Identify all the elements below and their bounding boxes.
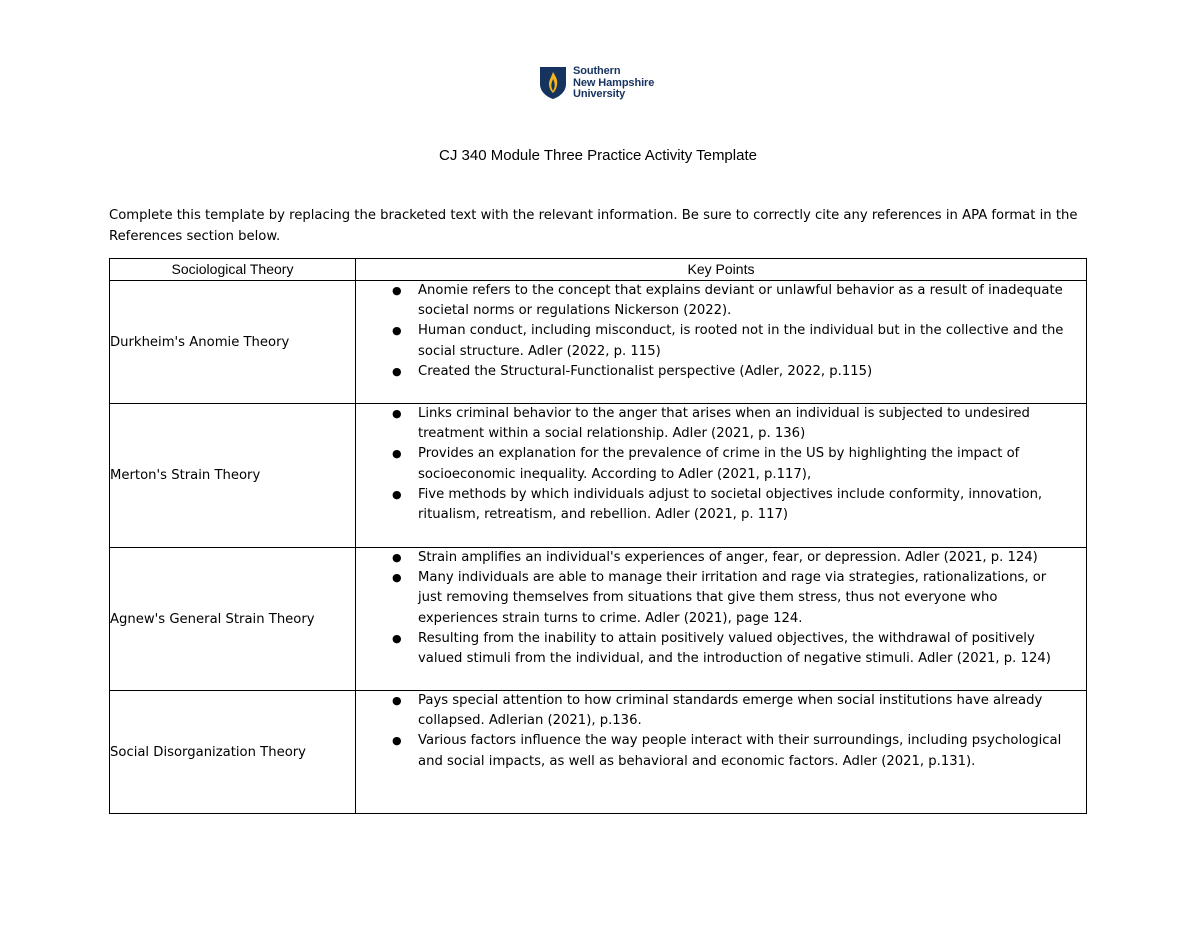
list-item	[392, 281, 1086, 321]
flame-shield-icon	[539, 66, 567, 100]
table-header-row	[110, 259, 1087, 281]
list-item	[392, 731, 1086, 771]
key-point-text: Links criminal behavior to the anger that arises when an individual is subjected to undesired treatment within a social relationship. Adler (2021, p. 136)	[418, 406, 1030, 442]
list-item	[392, 485, 1086, 525]
logo-line-1: Southern	[573, 65, 621, 77]
bullet-icon: ●	[392, 324, 402, 338]
table-row	[110, 281, 1087, 404]
theory-table	[109, 258, 1087, 814]
header-key-points: Key Points	[356, 259, 1087, 281]
logo-line-3: University	[573, 88, 626, 100]
logo-wordmark	[573, 66, 654, 101]
list-item	[392, 629, 1086, 669]
key-point-text: Created the Structural-Functionalist perspective (Adler, 2022, p.115)	[418, 363, 873, 379]
bullet-icon: ●	[392, 284, 402, 297]
bullet-icon: ●	[392, 364, 402, 378]
key-point-text: Many individuals are able to manage their irritation and rage via strategies, rationalizations, or just removing themselves from situations that give them stress, thus not everyone who experiences strain turns to crime. Adler (2021), page 124.	[418, 570, 1047, 626]
theory-name-cell: Merton's Strain Theory	[110, 404, 356, 548]
key-points-cell	[356, 548, 1087, 691]
bullet-icon: ●	[392, 734, 402, 748]
key-points-list	[356, 404, 1086, 525]
key-points-cell	[356, 281, 1087, 404]
theory-name-cell: Social Disorganization Theory	[110, 691, 356, 814]
table-row	[110, 548, 1087, 691]
bullet-icon: ●	[392, 487, 402, 501]
key-points-list	[356, 281, 1086, 382]
key-points-list	[356, 548, 1086, 669]
key-point-text: Provides an explanation for the prevalence of crime in the US by highlighting the impact of socioeconomic inequality. According to Adler (2021, p.117),	[418, 446, 1020, 482]
list-item	[392, 444, 1086, 484]
theory-name-cell: Durkheim's Anomie Theory	[110, 281, 356, 404]
theory-name-cell: Agnew's General Strain Theory	[110, 548, 356, 691]
instructions-paragraph: Complete this template by replacing the bracketed text with the relevant information. Be sure to correctly cite any references in APA format in the References section below.	[109, 208, 1078, 244]
list-item	[392, 404, 1086, 444]
bullet-icon: ●	[392, 571, 402, 585]
key-point-text: Various factors influence the way people interact with their surroundings, including psychological and social impacts, as well as behavioral and economic factors. Adler (2021, p.131).	[418, 733, 1062, 769]
table-row	[110, 691, 1087, 814]
bullet-icon: ●	[392, 694, 402, 707]
list-item	[392, 321, 1086, 361]
bullet-icon: ●	[392, 631, 402, 645]
list-item	[392, 548, 1086, 568]
key-points-cell	[356, 691, 1087, 814]
table-row	[110, 404, 1087, 548]
key-point-text: Anomie refers to the concept that explains deviant or unlawful behavior as a result of inadequate societal norms or regulations Nickerson (2022).	[418, 283, 1063, 319]
bullet-icon: ●	[392, 407, 402, 420]
logo-line-2: New Hampshire	[573, 76, 655, 89]
key-point-text: Pays special attention to how criminal standards emerge when social institutions have already collapsed. Adlerian (2021), p.136.	[418, 693, 1043, 729]
key-point-text: Human conduct, including misconduct, is rooted not in the individual but in the collective and the social structure. Adler (2022, p. 115)	[418, 323, 1064, 359]
list-item	[392, 362, 1086, 382]
key-point-text: Strain amplifies an individual's experiences of anger, fear, or depression. Adler (2021, p. 124)	[418, 550, 1038, 565]
university-logo	[539, 66, 654, 101]
key-points-cell	[356, 404, 1087, 548]
key-points-list	[356, 691, 1086, 772]
list-item	[392, 568, 1086, 629]
bullet-icon: ●	[392, 551, 402, 564]
key-point-text: Resulting from the inability to attain positively valued objectives, the withdrawal of positively valued stimuli from the individual, and the introduction of negative stimuli. Adler (2021, p. 124)	[418, 630, 1051, 667]
bullet-icon: ●	[392, 447, 402, 461]
page-title: CJ 340 Module Three Practice Activity Template	[439, 147, 757, 164]
list-item	[392, 691, 1086, 731]
key-point-text: Five methods by which individuals adjust to societal objectives include conformity, innovation, ritualism, retreatism, and rebellion. Adler (2021, p. 117)	[418, 486, 1043, 523]
header-sociological-theory: Sociological Theory	[110, 259, 356, 281]
